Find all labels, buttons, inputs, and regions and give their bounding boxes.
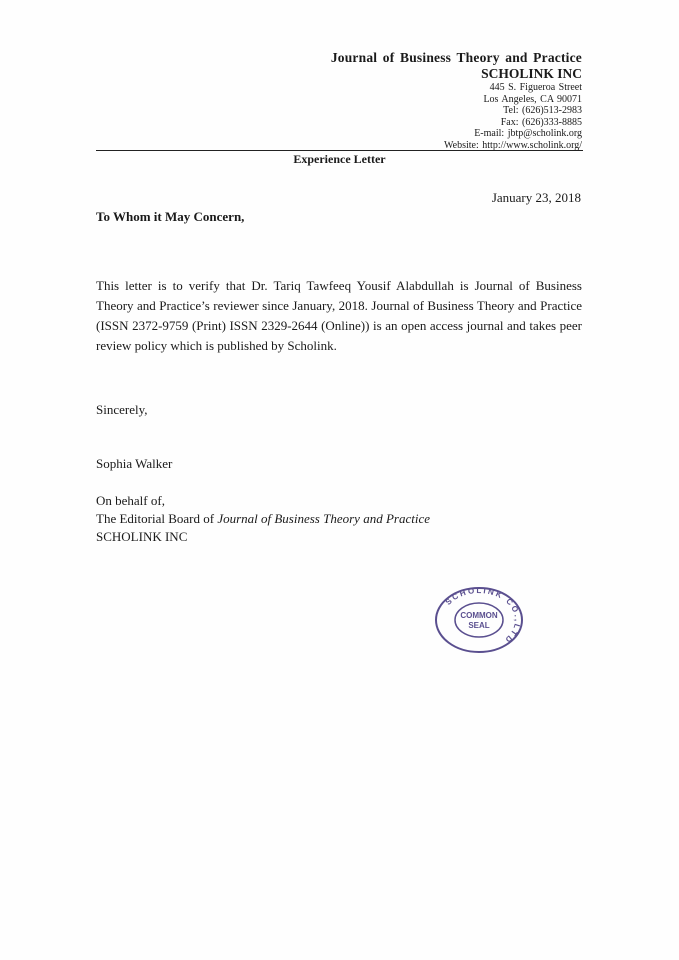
seal-ring-text: SCHOLINK CO.,LTD: [443, 586, 523, 646]
board-company: SCHOLINK INC: [96, 529, 188, 544]
header-divider: [96, 150, 583, 151]
salutation: To Whom it May Concern,: [96, 209, 245, 224]
seal-center-line2: SEAL: [468, 621, 490, 630]
street-address: 445 S. Figueroa Street: [489, 82, 582, 93]
on-behalf-label: On behalf of,: [96, 493, 165, 508]
signer-name: Sophia Walker: [96, 456, 173, 471]
website: Website: http://www.scholink.org/: [444, 139, 582, 151]
closing: Sincerely,: [96, 402, 148, 417]
document-title: Experience Letter: [293, 152, 386, 166]
editorial-board-line: [96, 510, 430, 528]
letter-body: This letter is to verify that Dr. Tariq Tawfeeq Yousif Alabdullah is Journal of Business Theory and Practice’s reviewer since January, 2018. Journal of Business Theory and Practice (ISSN 2372-9759 (Print) ISSN 2329-2644 (Online)) is an open access journal and takes peer review policy which is published by Scholink.: [96, 278, 582, 353]
fax: Fax: (626)333-8885: [500, 116, 582, 128]
seal-center-line1: COMMON: [460, 611, 498, 620]
email: E-mail: jbtp@scholink.org: [474, 128, 582, 140]
letterhead: [331, 50, 582, 152]
on-behalf-block: [96, 492, 430, 546]
common-seal-stamp: [434, 586, 524, 654]
company-name: SCHOLINK INC: [481, 66, 582, 81]
board-journal-name: Journal of Business Theory and Practice: [217, 511, 430, 526]
board-prefix: The Editorial Board of: [96, 511, 218, 526]
city-address: Los Angeles, CA 90071: [483, 93, 582, 105]
seal-graphic: [434, 586, 524, 654]
telephone: Tel: (626)513-2983: [503, 105, 582, 117]
journal-name: Journal of Business Theory and Practice: [330, 50, 582, 65]
letter-date: January 23, 2018: [491, 190, 581, 205]
